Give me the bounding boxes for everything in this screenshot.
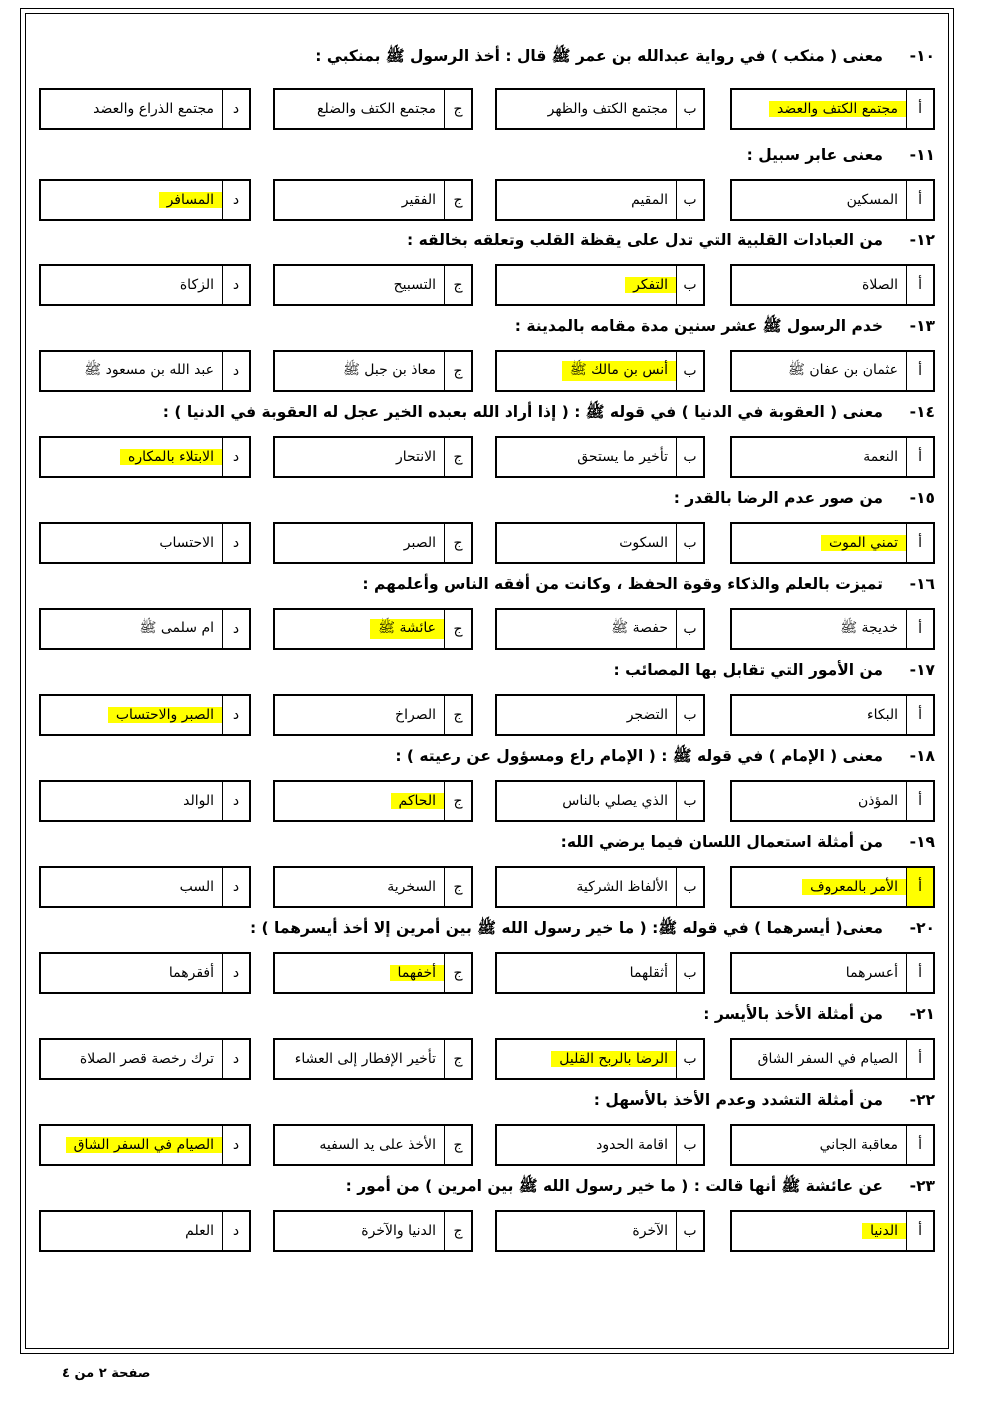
option-text: الدنيا والآخرة [361,1223,436,1239]
option-b[interactable]: ب أنس بن مالك ﷺ [495,350,705,392]
option-b[interactable]: ب الرضا بالربح القليل [495,1038,705,1080]
option-d[interactable]: د الابتلاء بالمكاره [39,436,251,478]
question-16 [40,570,935,650]
option-a[interactable]: أ البكاء [730,694,935,736]
question-text: من الأمور التي تقابل بها المصائب : [613,661,883,679]
option-d[interactable]: د ام سلمى ﷺ [39,608,251,650]
option-c[interactable]: ج الصبر [273,522,473,564]
option-text: أنس بن مالك ﷺ [562,361,676,381]
option-text: الانتحار [395,449,436,465]
option-c[interactable]: ج التسبيح [273,264,473,306]
question-text: من أمثلة الأخذ بالأيسر : [703,1005,883,1023]
option-b[interactable]: ب مجتمع الكتف والظهر [495,88,705,130]
option-c[interactable]: ج الأخذ على يد السفيه [273,1124,473,1166]
option-b[interactable]: ب الآخرة [495,1210,705,1252]
option-text: الصلاة [862,277,898,293]
option-text: الدنيا [862,1223,906,1239]
option-b[interactable]: ب أثقلهما [495,952,705,994]
option-c[interactable]: ج عائشة ﷺ [273,608,473,650]
question-number: ١٨- [909,747,935,765]
option-text: عبد الله بن مسعود ﷺ [84,362,214,378]
option-b[interactable]: ب السكوت [495,522,705,564]
option-text: السخرية [387,879,436,895]
question-text: عن عائشة ﷺ أنها قالت : ( ما خير رسول الله ﷺ بين امرين ) من أمور : [345,1177,883,1195]
option-text: المؤذن [858,793,898,809]
option-a[interactable]: أ مجتمع الكتف والعضد [730,88,935,130]
question-13 [40,312,935,392]
option-c[interactable]: ج الصراخ [273,694,473,736]
option-text: التضجر [626,707,668,723]
option-text: تأخير ما يستحق [577,449,668,465]
option-text: الذي يصلي بالناس [562,793,668,809]
option-c[interactable]: ج أخفهما [273,952,473,994]
option-c[interactable]: ج مجتمع الكتف والضلع [273,88,473,130]
question-text: من صور عدم الرضا بالقدر : [673,489,883,507]
option-a[interactable]: أ الصيام في السفر الشاق [730,1038,935,1080]
option-text: ام سلمى ﷺ [139,620,214,636]
option-d[interactable]: د مجتمع الذراع والعضد [39,88,251,130]
option-c[interactable]: ج الدنيا والآخرة [273,1210,473,1252]
question-text: معنى عابر سبيل : [746,146,883,164]
option-a[interactable]: أ المسكين [730,179,935,221]
option-text: تمني الموت [821,535,906,551]
option-text: أخفهما [390,965,444,981]
option-text: العلم [185,1223,214,1239]
option-a[interactable]: أ عثمان بن عفان ﷺ [730,350,935,392]
option-c[interactable]: ج الانتحار [273,436,473,478]
question-number: ٢١- [909,1005,935,1023]
option-a[interactable]: أ النعمة [730,436,935,478]
option-text: المسكين [846,192,898,208]
option-d[interactable]: د العلم [39,1210,251,1252]
option-c[interactable]: ج السخرية [273,866,473,908]
option-text: الزكاة [179,277,214,293]
option-text: عثمان بن عفان ﷺ [787,362,898,378]
option-c[interactable]: ج معاذ بن جبل ﷺ [273,350,473,392]
option-b[interactable]: ب الذي يصلي بالناس [495,780,705,822]
question-15 [40,484,935,564]
option-text: السكوت [619,535,668,551]
option-d[interactable]: د الزكاة [39,264,251,306]
option-b[interactable]: ب حفصة ﷺ [495,608,705,650]
option-text: أثقلهما [629,965,668,981]
option-text: حفصة ﷺ [611,620,668,636]
question-number: ٢٠- [909,919,935,937]
option-b[interactable]: ب اقامة الحدود [495,1124,705,1166]
option-d[interactable]: د الصبر والاحتساب [39,694,251,736]
question-text: معنى ( العقوبة في الدنيا ) في قوله ﷺ : ( إذا أراد الله بعبده الخير عجل له العقوبة في الدنيا ) : [162,403,883,421]
question-22 [40,1086,935,1166]
question-text: معنى ( الإمام ) في قوله ﷺ : ( الإمام راع ومسؤول عن رعيته ) : [395,747,883,765]
option-b[interactable]: ب المقيم [495,179,705,221]
option-text: الأمر بالمعروف [802,879,906,895]
question-number: ١١- [909,146,935,164]
question-12 [40,226,935,306]
option-text: مجتمع الذراع والعضد [93,101,214,117]
option-c[interactable]: ج تأخير الإفطار إلى العشاء [273,1038,473,1080]
option-a[interactable]: أ الأمر بالمعروف [730,866,935,908]
option-text: الصيام في السفر الشاق [757,1051,898,1067]
option-text: معاذ بن جبل ﷺ [342,362,436,378]
question-23 [40,1172,935,1252]
option-a[interactable]: أ الدنيا [730,1210,935,1252]
page-footer: صفحة ٢ من ٤ [62,1366,151,1381]
option-text: مجتمع الكتف والعضد [769,101,906,117]
option-text: عائشة ﷺ [370,619,444,639]
question-number: ١٠- [909,47,935,65]
question-17 [40,656,935,736]
option-b[interactable]: ب تأخير ما يستحق [495,436,705,478]
option-d[interactable]: د أفقرهما [39,952,251,994]
question-text: معنى( أيسرهما ) في قوله ﷺ: ( ما خير رسول الله ﷺ بين أمرين إلا أخذ أيسرهما ) : [249,919,883,937]
question-number: ٢٣- [909,1177,935,1195]
option-text: معاقبة الجاني [819,1137,898,1153]
option-d[interactable]: د الوالد [39,780,251,822]
question-number: ١٩- [909,833,935,851]
option-a[interactable]: أ أعسرهما [730,952,935,994]
option-text: الصبر [403,535,436,551]
option-a[interactable]: أ خديجة ﷺ [730,608,935,650]
option-text: الرضا بالربح القليل [551,1051,676,1067]
option-text: اقامة الحدود [596,1137,668,1153]
question-14 [40,398,935,478]
option-d[interactable]: د المسافر [39,179,251,221]
option-text: الابتلاء بالمكاره [120,449,222,465]
question-text: من أمثلة استعمال اللسان فيما يرضي الله: [560,833,883,851]
option-a[interactable]: أ معاقبة الجاني [730,1124,935,1166]
option-text: الصراخ [395,707,436,723]
option-text: أعسرهما [845,965,898,981]
option-d[interactable]: د الاحتساب [39,522,251,564]
option-text: أفقرهما [168,965,214,981]
question-text: معنى ( منكب ) في رواية عبدالله بن عمر ﷺ قال : أخذ الرسول ﷺ بمنكبي : [315,47,883,65]
option-text: تأخير الإفطار إلى العشاء [294,1051,436,1067]
question-number: ١٤- [909,403,935,421]
question-11 [40,141,935,221]
question-19 [40,828,935,908]
option-a[interactable]: أ تمني الموت [730,522,935,564]
option-d[interactable]: د ترك رخصة قصر الصلاة [39,1038,251,1080]
option-text: التسبيح [393,277,436,293]
option-text: مجتمع الكتف والضلع [317,101,436,117]
option-text: المقيم [631,192,668,208]
question-text: من العبادات القلبية التي تدل على يقظة القلب وتعلقه بخالقه : [407,231,883,249]
option-a[interactable]: أ الصلاة [730,264,935,306]
option-text: الاحتساب [159,535,214,551]
question-20 [40,914,935,994]
option-text: النعمة [863,449,898,465]
question-text: تميزت بالعلم والذكاء وقوة الحفظ ، وكانت من أفقه الناس وأعلمهم : [362,575,883,593]
option-text: الأخذ على يد السفيه [319,1137,436,1153]
question-text: من أمثلة التشدد وعدم الأخذ بالأسهل : [593,1091,883,1109]
option-b[interactable]: ب التضجر [495,694,705,736]
question-text: خدم الرسول ﷺ عشر سنين مدة مقامه بالمدينة : [514,317,883,335]
option-text: مجتمع الكتف والظهر [547,101,668,117]
question-number: ١٧- [909,661,935,679]
option-text: ترك رخصة قصر الصلاة [79,1051,214,1067]
option-text: الوالد [183,793,214,809]
option-text: الصبر والاحتساب [108,707,222,723]
option-text: الحاكم [391,793,444,809]
question-21 [40,1000,935,1080]
option-b[interactable]: ب التفكر [495,264,705,306]
question-number: ١٥- [909,489,935,507]
option-d[interactable]: د الصيام في السفر الشاق [39,1124,251,1166]
option-a[interactable]: أ المؤذن [730,780,935,822]
option-text: الآخرة [632,1223,668,1239]
option-text: البكاء [867,707,898,723]
question-number: ١٦- [909,575,935,593]
question-number: ١٣- [909,317,935,335]
option-c[interactable]: ج الحاكم [273,780,473,822]
option-text: الألفاظ الشركية [576,879,668,895]
option-text: خديجة ﷺ [840,620,898,636]
question-number: ١٢- [909,231,935,249]
question-number: ٢٢- [909,1091,935,1109]
question-18 [40,742,935,822]
option-b[interactable]: ب الألفاظ الشركية [495,866,705,908]
option-text: التفكر [625,277,676,293]
option-d[interactable]: د السب [39,866,251,908]
option-text: الصيام في السفر الشاق [66,1137,222,1153]
option-c[interactable]: ج الفقير [273,179,473,221]
option-text: المسافر [159,192,222,208]
option-text: الفقير [401,192,436,208]
option-text: السب [179,879,214,895]
option-d[interactable]: د عبد الله بن مسعود ﷺ [39,350,251,392]
question-10 [40,42,935,130]
